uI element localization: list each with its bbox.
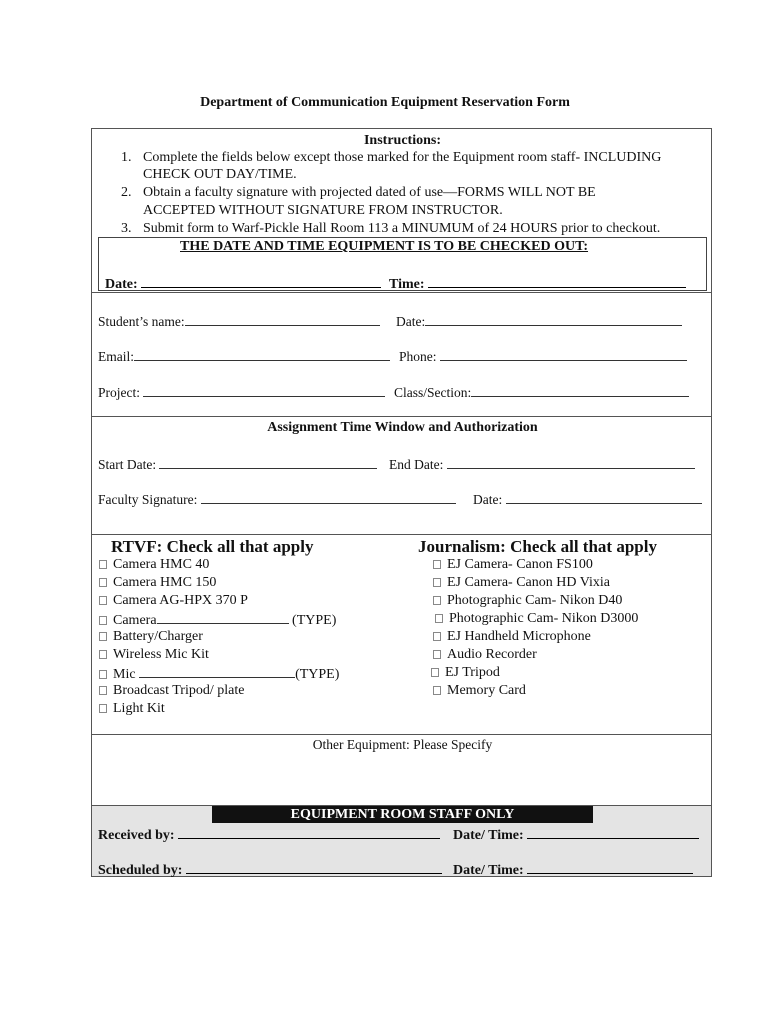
- journalism-item[interactable]: [433, 647, 537, 663]
- mic-type-label: (TYPE): [295, 667, 340, 682]
- instruction-3-number: 3.: [121, 221, 132, 236]
- checkbox[interactable]: [99, 632, 107, 641]
- project-field[interactable]: [98, 384, 385, 401]
- journalism-item[interactable]: [431, 665, 500, 681]
- faculty-signature-field[interactable]: [98, 491, 456, 508]
- received-datetime-label: Date/ Time:: [453, 828, 524, 843]
- scheduled-datetime-field[interactable]: [453, 861, 693, 879]
- checkout-date-label: Date:: [105, 277, 138, 292]
- journalism-item-label: EJ Tripod: [445, 665, 500, 680]
- phone-field[interactable]: [399, 348, 687, 365]
- rtvf-item[interactable]: [99, 647, 209, 663]
- checkbox[interactable]: [433, 596, 441, 605]
- received-by-field[interactable]: [98, 826, 440, 844]
- journalism-item[interactable]: [435, 611, 638, 627]
- journalism-item[interactable]: [433, 593, 622, 609]
- journalism-item-label: EJ Camera- Canon HD Vixia: [447, 575, 610, 590]
- journalism-item[interactable]: [433, 575, 610, 591]
- staff-only-banner: EQUIPMENT ROOM STAFF ONLY: [212, 806, 593, 823]
- class-section-field[interactable]: [394, 384, 689, 401]
- instruction-2-line2: ACCEPTED WITHOUT SIGNATURE FROM INSTRUCTOR.: [143, 203, 503, 218]
- rtvf-item[interactable]: [99, 683, 244, 699]
- journalism-heading: Journalism: Check all that apply: [418, 537, 657, 556]
- checkbox[interactable]: [433, 686, 441, 695]
- checkbox[interactable]: [99, 596, 107, 605]
- journalism-item[interactable]: [433, 557, 593, 573]
- divider-student: [91, 416, 712, 417]
- instructions-heading: Instructions:: [363, 133, 441, 148]
- project-label: Project:: [98, 385, 140, 400]
- class-section-line[interactable]: [471, 384, 689, 397]
- rtvf-item-label: Mic: [113, 667, 136, 682]
- journalism-item-label: Photographic Cam- Nikon D40: [447, 593, 623, 608]
- journalism-item-label: Audio Recorder: [447, 647, 537, 662]
- rtvf-item[interactable]: [99, 557, 209, 573]
- journalism-item-label: Memory Card: [447, 683, 526, 698]
- rtvf-item-label: Camera: [113, 613, 157, 628]
- rtvf-item[interactable]: [99, 629, 203, 645]
- end-date-label: End Date:: [389, 457, 444, 472]
- rtvf-item-label: Light Kit: [113, 701, 165, 716]
- instruction-2-number: 2.: [121, 185, 132, 200]
- student-name-line[interactable]: [185, 313, 380, 326]
- divider-equipment: [91, 734, 712, 735]
- checkbox[interactable]: [435, 614, 443, 623]
- checkout-time-line[interactable]: [428, 275, 686, 288]
- checkbox[interactable]: [433, 578, 441, 587]
- checkbox[interactable]: [99, 670, 107, 679]
- faculty-signature-line[interactable]: [201, 491, 456, 504]
- rtvf-item[interactable]: [99, 593, 248, 609]
- rtvf-item[interactable]: [99, 701, 165, 717]
- rtvf-item[interactable]: [99, 575, 216, 591]
- mic-type-line[interactable]: [139, 665, 295, 678]
- scheduled-by-field[interactable]: [98, 861, 442, 879]
- email-label: Email:: [98, 349, 134, 364]
- divider-assignment: [91, 534, 712, 535]
- rtvf-heading: RTVF: Check all that apply: [111, 537, 314, 556]
- end-date-line[interactable]: [447, 456, 695, 469]
- scheduled-datetime-line[interactable]: [527, 861, 693, 874]
- instruction-1-number: 1.: [121, 150, 132, 165]
- checkbox[interactable]: [99, 616, 107, 625]
- class-section-label: Class/Section:: [394, 385, 472, 400]
- student-date-line[interactable]: [425, 313, 682, 326]
- student-name-field[interactable]: [98, 313, 380, 330]
- other-equipment-area[interactable]: [98, 757, 703, 801]
- received-by-label: Received by:: [98, 828, 175, 843]
- email-field[interactable]: [98, 348, 390, 365]
- student-name-label: Student’s name:: [98, 314, 185, 329]
- checkbox[interactable]: [433, 560, 441, 569]
- instruction-3-line1: Submit form to Warf-Pickle Hall Room 113 a MINUMUM of 24 HOURS prior to checkout.: [143, 221, 661, 236]
- journalism-item-label: EJ Handheld Microphone: [447, 629, 591, 644]
- start-date-field[interactable]: [98, 456, 377, 473]
- rtvf-item-label: Camera HMC 150: [113, 575, 217, 590]
- checkbox[interactable]: [433, 632, 441, 641]
- assignment-heading: Assignment Time Window and Authorization: [267, 420, 538, 435]
- phone-label: Phone:: [399, 349, 437, 364]
- journalism-item[interactable]: [433, 629, 591, 645]
- received-datetime-field[interactable]: [453, 826, 699, 844]
- student-date-label: Date:: [396, 314, 426, 329]
- phone-line[interactable]: [440, 348, 687, 361]
- rtvf-item[interactable]: [99, 611, 336, 629]
- scheduled-by-label: Scheduled by:: [98, 863, 183, 878]
- checkbox[interactable]: [99, 704, 107, 713]
- checkbox[interactable]: [431, 668, 439, 677]
- rtvf-item-label: Wireless Mic Kit: [113, 647, 209, 662]
- instruction-1-line2: CHECK OUT DAY/TIME.: [143, 167, 297, 182]
- camera-type-label: (TYPE): [292, 613, 337, 628]
- journalism-item-label: Photographic Cam- Nikon D3000: [449, 611, 639, 626]
- rtvf-item-label: Broadcast Tripod/ plate: [113, 683, 245, 698]
- checkout-date-line[interactable]: [141, 275, 381, 288]
- start-date-label: Start Date:: [98, 457, 157, 472]
- faculty-date-field[interactable]: [473, 491, 702, 508]
- journalism-item-label: EJ Camera- Canon FS100: [447, 557, 593, 572]
- start-date-line[interactable]: [159, 456, 377, 469]
- checkout-time-field[interactable]: [389, 275, 686, 293]
- rtvf-item-label: Camera HMC 40: [113, 557, 210, 572]
- project-line[interactable]: [143, 384, 385, 397]
- end-date-field[interactable]: [389, 456, 695, 473]
- journalism-item[interactable]: [433, 683, 526, 699]
- received-datetime-line[interactable]: [527, 826, 699, 839]
- checkout-heading: THE DATE AND TIME EQUIPMENT IS TO BE CHECKED OUT:: [180, 239, 589, 254]
- rtvf-item[interactable]: [99, 665, 339, 683]
- student-date-field[interactable]: [396, 313, 682, 330]
- instruction-2-line1: Obtain a faculty signature with projected dated of use—FORMS WILL NOT BE: [143, 185, 596, 200]
- checkbox[interactable]: [99, 560, 107, 569]
- checkout-date-field[interactable]: [105, 275, 381, 293]
- rtvf-item-label: Battery/Charger: [113, 629, 203, 644]
- form-title: Department of Communication Equipment Reservation Form: [200, 95, 570, 110]
- checkbox[interactable]: [99, 686, 107, 695]
- checkbox[interactable]: [99, 578, 107, 587]
- checkout-time-label: Time:: [389, 277, 425, 292]
- camera-type-line[interactable]: [157, 611, 289, 624]
- other-equipment-label: Other Equipment: Please Specify: [312, 737, 493, 752]
- email-line[interactable]: [134, 348, 390, 361]
- received-by-line[interactable]: [178, 826, 440, 839]
- rtvf-item-label: Camera AG-HPX 370 P: [113, 593, 248, 608]
- faculty-signature-label: Faculty Signature:: [98, 492, 198, 507]
- faculty-date-label: Date:: [473, 492, 503, 507]
- faculty-date-line[interactable]: [506, 491, 702, 504]
- checkbox[interactable]: [99, 650, 107, 659]
- scheduled-datetime-label: Date/ Time:: [453, 863, 524, 878]
- scheduled-by-line[interactable]: [186, 861, 442, 874]
- checkbox[interactable]: [433, 650, 441, 659]
- instruction-1-line1: Complete the fields below except those marked for the Equipment room staff- INCLUDING: [143, 150, 662, 165]
